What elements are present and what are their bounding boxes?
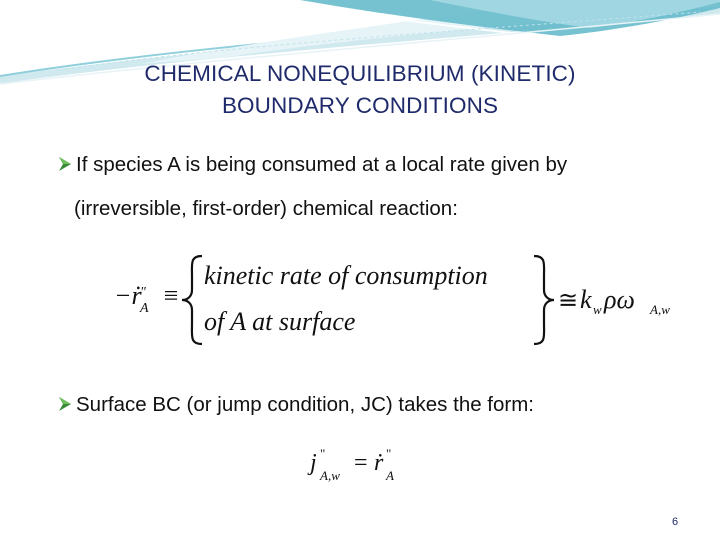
- svg-text:": ": [386, 446, 392, 461]
- bullet-1-text: If species A is being consumed at a local rate given by: [76, 153, 568, 176]
- svg-text:j: j: [310, 450, 317, 476]
- svg-text:A: A: [386, 468, 394, 483]
- slide-title: [60, 58, 660, 122]
- bullet-2-text: Surface BC (or jump condition, JC) takes the form:: [76, 393, 535, 416]
- svg-text:A: A: [140, 301, 149, 316]
- svg-text:ṙ: ṙ: [374, 450, 384, 476]
- title-line-1: CHEMICAL NONEQUILIBRIUM (KINETIC): [144, 61, 576, 86]
- brace-line-2: of A at surface: [204, 307, 356, 336]
- svg-text:": ": [320, 446, 326, 461]
- svg-text:": ": [140, 285, 146, 300]
- rate-equation: [110, 252, 690, 348]
- svg-text:A,w: A,w: [650, 302, 670, 317]
- svg-text:=: =: [354, 450, 368, 476]
- arrow-bullet-icon: [56, 395, 74, 413]
- arrow-bullet-icon: [56, 155, 74, 173]
- page-number: 6: [672, 516, 679, 528]
- title-line-2: BOUNDARY CONDITIONS: [221, 93, 499, 118]
- svg-text:A,w: A,w: [320, 468, 340, 483]
- brace-line-1: kinetic rate of consumption: [204, 261, 488, 290]
- svg-text:k: k: [580, 285, 592, 314]
- bullet-1: [56, 152, 567, 178]
- svg-text:≅: ≅: [558, 288, 579, 314]
- bullet-1-continuation: (irreversible, first-order) chemical reaction:: [74, 197, 458, 220]
- bullet-2: [56, 392, 534, 418]
- jump-condition-equation: [300, 438, 420, 490]
- svg-text:≡: ≡: [162, 281, 180, 310]
- svg-text:w: w: [593, 302, 602, 317]
- svg-text:ρω: ρω: [604, 285, 635, 314]
- svg-text:−ṙ: −ṙ: [114, 281, 142, 310]
